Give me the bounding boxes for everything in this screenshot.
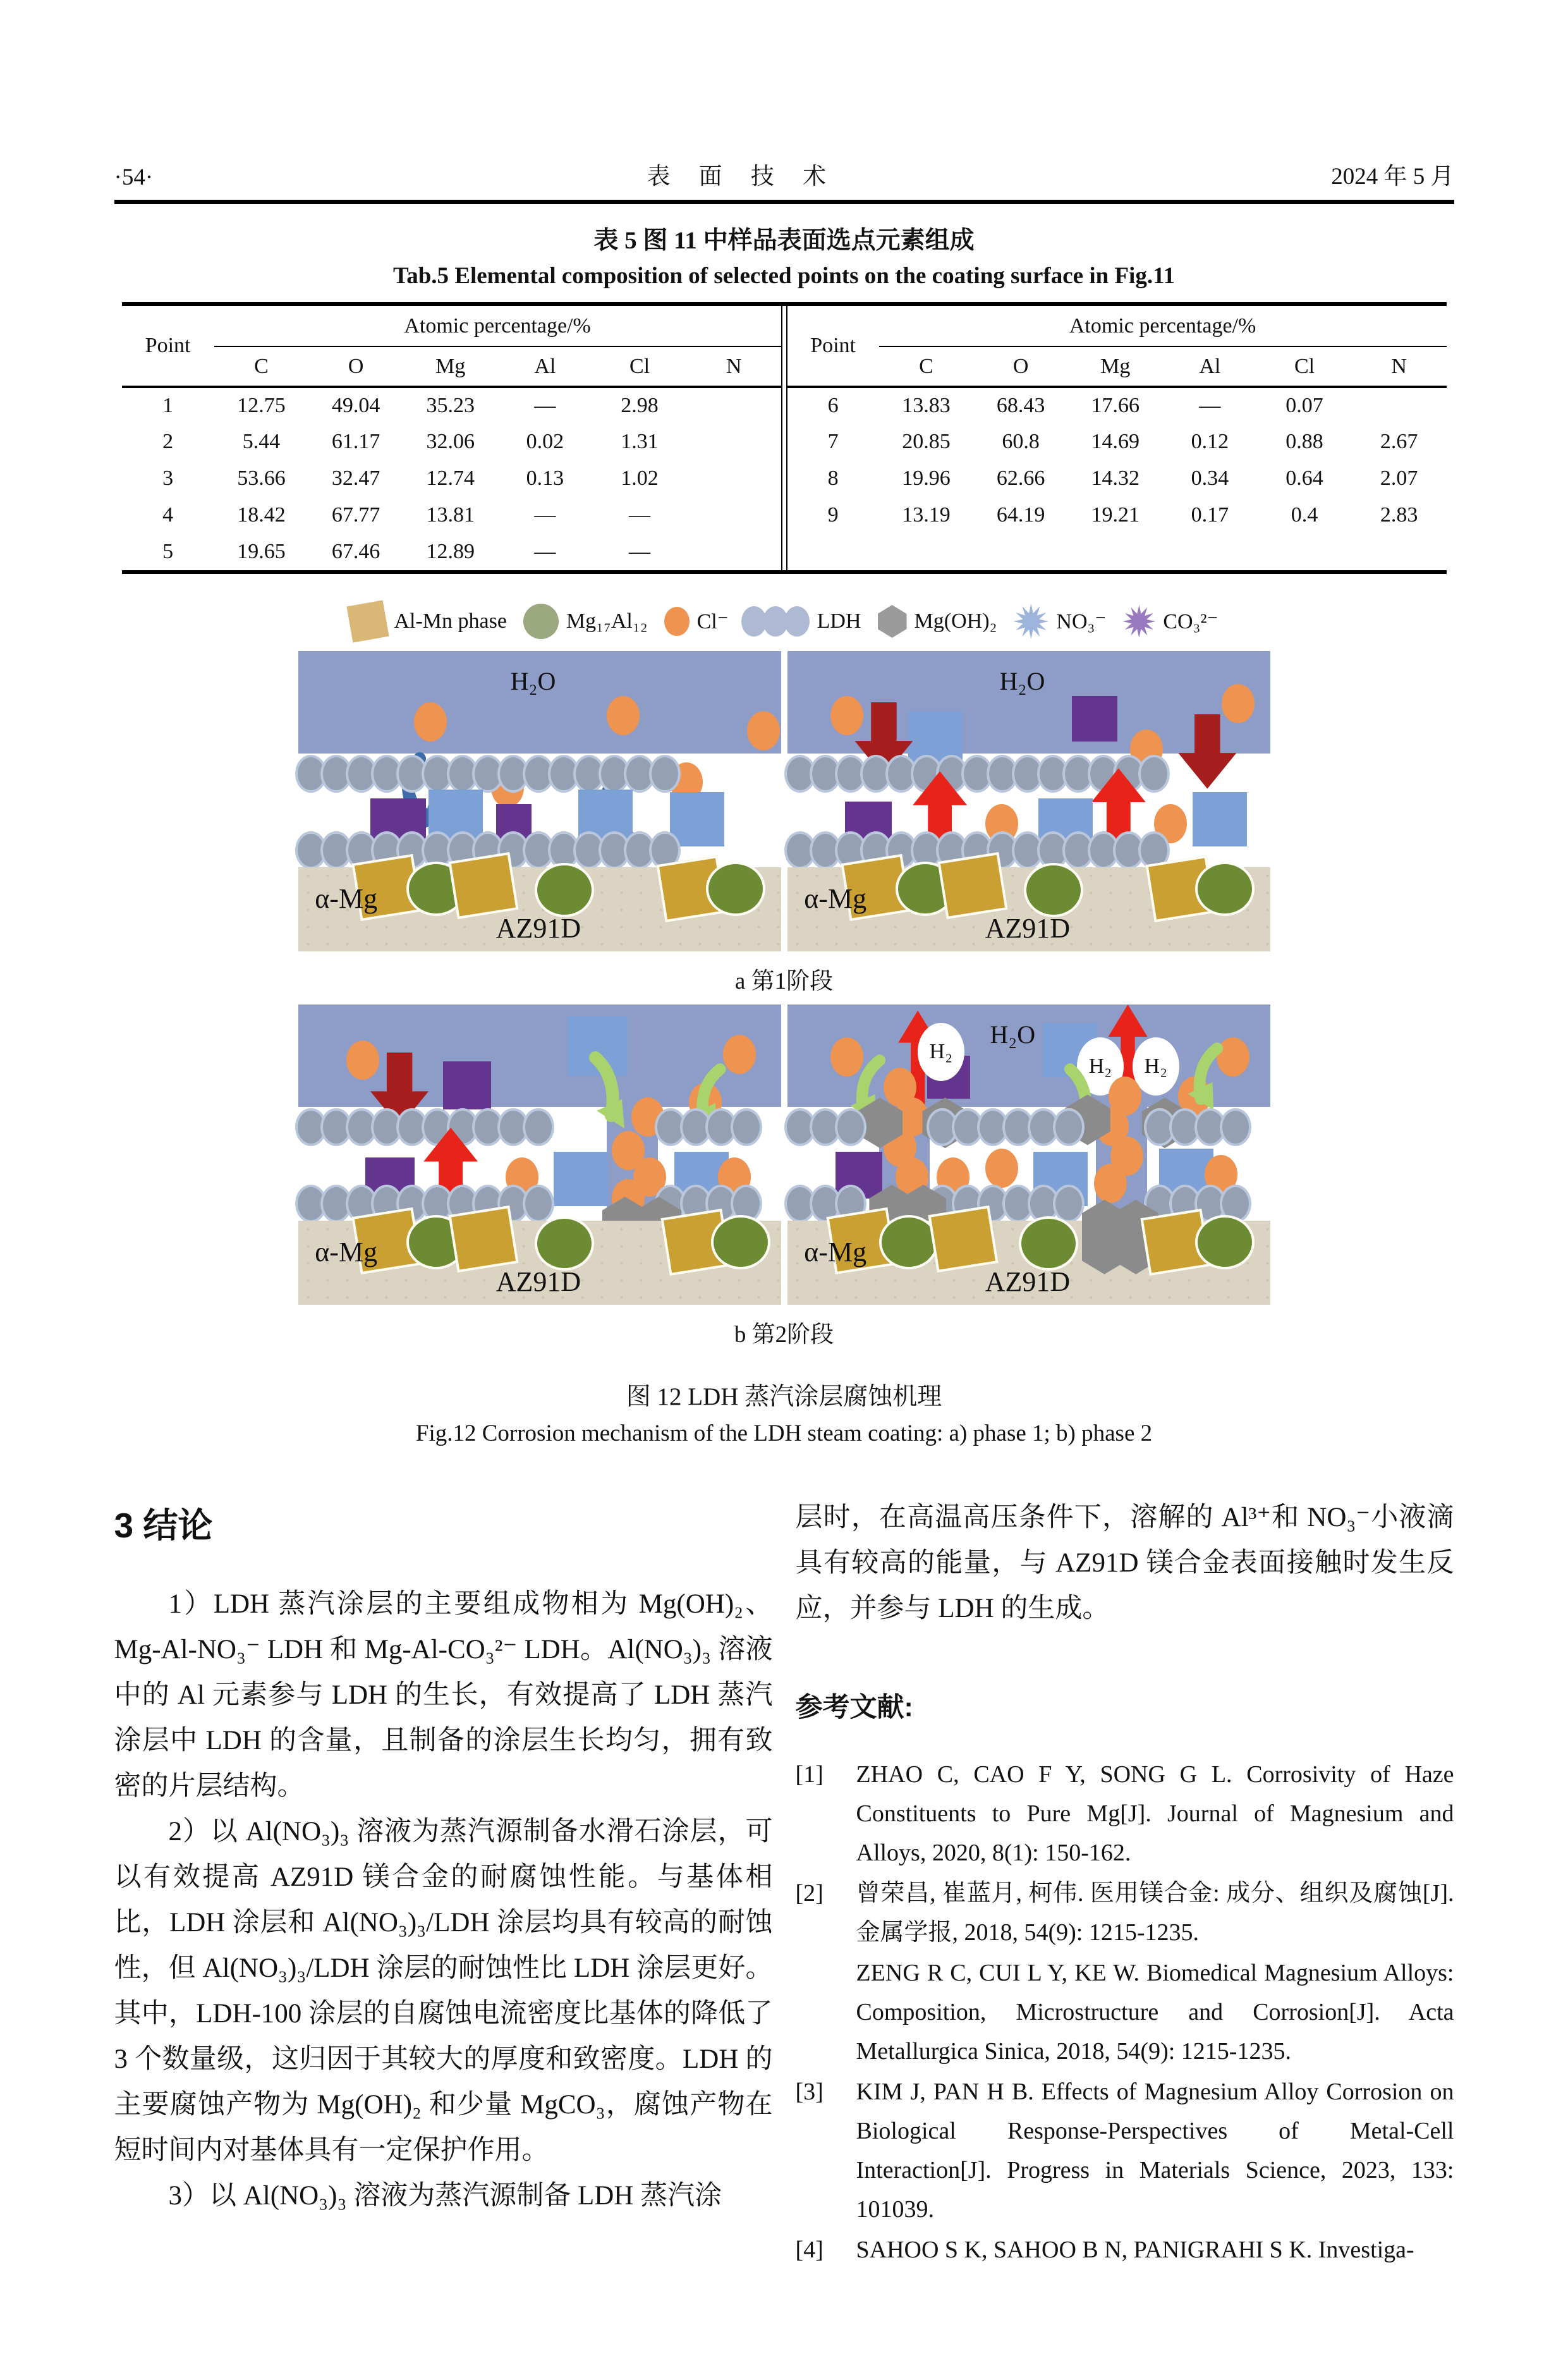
mg-hydroxide-icon — [878, 605, 907, 638]
alpha-mg-label: α-Mg — [315, 882, 378, 914]
col-header: C — [254, 354, 269, 378]
legend-label: Mg₁₇Al₁₂ — [566, 609, 648, 633]
reference-text: 曾荣昌, 崔蓝月, 柯伟. 医用镁合金: 成分、组织及腐蚀[J]. 金属学报, 2018, 54(9): 1215-1235. — [856, 1880, 1454, 1946]
table-row: 6 13.83 68.43 17.66 — 0.07 — [827, 394, 1323, 417]
reference-text: ZHAO C, CAO F Y, SONG G L. Corrosivity of Haze Constituents to Pure Mg[J]. Journal of Magnesium and Alloys, 2020, 8(1): 150-162. — [856, 1761, 1454, 1866]
col-header: Cl — [1294, 354, 1315, 378]
legend-item — [745, 606, 861, 637]
panel-phase1-right — [787, 651, 1270, 951]
chloride-ion-icon — [985, 1149, 1018, 1188]
mg17al12-icon — [1019, 1216, 1078, 1271]
page-number: ·54· — [114, 164, 154, 190]
ldh-layer-top — [1147, 1107, 1270, 1147]
chloride-ion-icon — [664, 607, 690, 636]
table-row: 2 5.44 61.17 32.06 0.02 1.31 — [162, 430, 659, 453]
figure-caption-zh: 图 12 LDH 蒸汽涂层腐蚀机理 — [626, 1383, 942, 1410]
ldh-circle — [649, 755, 681, 793]
chloride-ion-icon — [346, 1041, 379, 1080]
carbonate-ion-icon — [1072, 696, 1117, 742]
reference-text: KIM J, PAN H B. Effects of Magnesium Alloy Corrosion on Biological Response-Perspectives of Metal-Cell Interaction[J]. Progress in Materials Science, 2023, 133: 101039. — [856, 2079, 1454, 2223]
table-right-half — [786, 306, 1447, 570]
conclusion-continuation: 层时，在高温高压条件下，溶解的 Al³⁺和 NO₃⁻小液滴具有较高的能量，与 AZ91D 镁合金表面接触时发生反应，并参与 LDH 的生成。 — [795, 1503, 1454, 1623]
group-header: Atomic percentage/% — [879, 306, 1447, 346]
col-header: Mg — [435, 354, 466, 378]
conclusion-paragraph-1: 1）LDH 蒸汽涂层的主要组成物相为 Mg(OH)₂、Mg-Al-NO₃⁻ LDH 和 Mg-Al-CO₃²⁻ LDH。Al(NO₃)₃ 溶液中的 Al 元素参与 LDH 的生长，有效提高了 LDH 蒸汽涂层中 LDH 的含量，且制备的涂层生长均匀，拥有致密的片层结构。 — [114, 1589, 773, 1801]
h2-label: H₂ — [929, 1039, 952, 1063]
az91d-label: AZ91D — [495, 913, 581, 944]
issue-date: 2024 年 5 月 — [1331, 164, 1454, 190]
elemental-composition-table — [122, 302, 1447, 574]
carbonate-ion-icon — [443, 1061, 491, 1109]
reference-item — [796, 1953, 1454, 2071]
chloride-ion-icon — [1222, 684, 1255, 723]
ldh-circle — [523, 1108, 554, 1146]
legend-label: Cl⁻ — [696, 610, 729, 633]
mg17al12-icon — [535, 1216, 594, 1271]
col-header-point: Point — [145, 334, 191, 357]
legend-label: Mg(OH)₂ — [914, 609, 997, 633]
reference-item — [796, 2072, 1454, 2229]
al-mn-phase-icon — [937, 852, 1007, 919]
chloride-ion-icon — [747, 711, 780, 750]
table-left-half — [122, 306, 782, 570]
ldh-layer-top — [787, 1107, 879, 1147]
panel-phase2-left — [298, 1004, 781, 1305]
h2o-label: H₂O — [999, 666, 1045, 695]
table-row: 5 19.65 67.46 12.89 — — — [162, 540, 650, 563]
col-header: N — [1391, 354, 1407, 378]
figure-legend — [298, 595, 1270, 647]
alpha-mg-label: α-Mg — [804, 1236, 867, 1267]
h2o-label: H₂O — [510, 666, 556, 695]
reference-marker — [796, 1953, 856, 2071]
col-header: Mg — [1100, 354, 1131, 378]
alpha-mg-label: α-Mg — [315, 1236, 378, 1267]
carbonate-ion-icon — [1122, 605, 1155, 638]
journal-title: 表 面 技 术 — [647, 164, 838, 190]
reference-marker: [2] — [795, 1880, 824, 1907]
table-title-zh: 表 5 图 11 中样品表面选点元素组成 — [593, 227, 975, 254]
ldh-circle — [1220, 1108, 1251, 1146]
panel-phase2-right — [787, 1004, 1270, 1305]
nitrate-ion-icon — [1013, 604, 1048, 639]
ldh-circle — [1053, 1185, 1085, 1223]
legend-label: CO₃²⁻ — [1163, 610, 1219, 633]
figure-row-phase2 — [298, 1004, 1270, 1305]
reference-item — [796, 1755, 1454, 1872]
legend-item — [664, 607, 729, 636]
legend-label: LDH — [817, 609, 861, 633]
ldh-layer-top — [930, 1107, 1097, 1147]
h2o-label: H₂O — [990, 1020, 1036, 1049]
table-row: 3 53.66 32.47 12.74 0.13 1.02 — [162, 467, 659, 490]
hydrogen-bubble — [918, 1023, 964, 1081]
reference-item — [796, 2230, 1454, 2269]
reference-text: SAHOO S K, SAHOO B N, PANIGRAHI S K. Investiga- — [856, 2237, 1414, 2263]
table-title-en: Tab.5 Elemental composition of selected points on the coating surface in Fig.11 — [392, 263, 1176, 289]
chloride-ion-icon — [1094, 1164, 1127, 1203]
reference-marker: [3] — [795, 2079, 824, 2105]
caption-phase2: b 第2阶段 — [734, 1322, 834, 1348]
alpha-mg-label: α-Mg — [804, 882, 867, 914]
figure-row-phase1 — [298, 651, 1270, 951]
caption-phase1: a 第1阶段 — [734, 968, 834, 994]
col-header: O — [1012, 354, 1029, 378]
ldh-circle — [835, 1108, 866, 1146]
legend-item — [1122, 605, 1218, 638]
reference-marker: [4] — [795, 2237, 824, 2263]
conclusion-paragraph-3: 3）以 Al(NO₃)₃ 溶液为蒸汽源制备 LDH 蒸汽涂 — [168, 2181, 722, 2211]
table-row — [787, 534, 1447, 570]
journal-page — [0, 157, 1568, 2375]
az91d-label: AZ91D — [985, 913, 1071, 944]
legend-item — [349, 603, 506, 640]
al-mn-phase-icon — [448, 852, 518, 919]
legend-label: Al-Mn phase — [394, 609, 507, 633]
mg17al12-icon — [523, 604, 559, 639]
right-column — [796, 1486, 1454, 2271]
reference-marker: [1] — [795, 1761, 824, 1788]
al-mn-phase-icon — [448, 1206, 518, 1273]
col-header: Cl — [629, 354, 650, 378]
col-header: O — [348, 354, 364, 378]
col-header: N — [726, 354, 742, 378]
reference-item — [796, 1874, 1454, 1952]
ldh-icon — [745, 606, 810, 637]
legend-item — [878, 605, 997, 638]
left-column — [114, 1486, 773, 2271]
mg17al12-icon — [1195, 1215, 1255, 1269]
ldh-layer-top — [298, 754, 781, 794]
table-row: 9 13.19 64.19 19.21 0.17 0.4 2.83 — [827, 503, 1418, 527]
mg17al12-icon — [706, 862, 765, 916]
col-header: Al — [1199, 354, 1221, 378]
table-row: 7 20.85 60.8 14.69 0.12 0.88 2.67 — [827, 430, 1418, 453]
col-header: Al — [534, 354, 556, 378]
conclusion-heading: 3 结论 — [114, 1506, 213, 1545]
ldh-circle — [1053, 1108, 1085, 1146]
h2-label: H₂ — [1144, 1054, 1167, 1078]
legend-item — [1013, 604, 1106, 639]
running-head — [114, 157, 1454, 191]
panel-phase1-left — [298, 651, 781, 951]
ldh-circle — [523, 1185, 554, 1223]
al-mn-phase-icon — [347, 600, 389, 642]
legend-item — [523, 604, 648, 639]
col-header: C — [919, 354, 933, 378]
al-mn-phase-icon — [928, 1206, 998, 1273]
mg17al12-icon — [711, 1215, 770, 1269]
ldh-circle — [731, 1108, 762, 1146]
mg17al12-icon — [535, 863, 594, 917]
ldh-layer-top — [658, 1107, 781, 1147]
reference-text: ZENG R C, CUI L Y, KE W. Biomedical Magnesium Alloys: Composition, Microstructure and Corrosion[J]. Acta Metallurgica Sinica, 2018, 54(9): 1215-1235. — [856, 1960, 1454, 2065]
table-row: 4 18.42 67.77 13.81 — — — [162, 503, 650, 527]
conclusion-paragraph-2: 2）以 Al(NO₃)₃ 溶液为蒸汽源制备水滑石涂层，可以有效提高 AZ91D 镁合金的耐腐蚀性能。与基体相比，LDH 涂层和 Al(NO₃)₃/LDH 涂层均具有较高的耐蚀性，但 Al(NO₃)₃/LDH 涂层的耐蚀性比 LDH 涂层更好。其中，LDH-100 涂层的自腐蚀电流密度比基体的降低了 3 个数量级，这归因于其较大的厚度和致密度。LDH 的主要腐蚀产物为 Mg(OH)₂ 和少量 MgCO₃，腐蚀产物在短时间内对基体具有一定保护作用。 — [114, 1817, 773, 2165]
table-row: 1 12.75 49.04 35.23 — 2.98 — [162, 394, 659, 417]
group-header: Atomic percentage/% — [214, 306, 782, 346]
col-header-point: Point — [810, 334, 856, 357]
ldh-layer-top — [787, 754, 1270, 794]
chloride-ion-icon — [414, 702, 447, 742]
az91d-label: AZ91D — [495, 1266, 581, 1298]
references-heading: 参考文献: — [795, 1692, 913, 1723]
table-row: 8 19.96 62.66 14.32 0.34 0.64 2.07 — [827, 467, 1418, 490]
body-columns — [114, 1486, 1454, 2271]
head-rule — [114, 200, 1454, 204]
ldh-circle — [1138, 755, 1170, 793]
az91d-label: AZ91D — [985, 1266, 1071, 1298]
h2-label: H₂ — [1088, 1054, 1112, 1078]
mg17al12-icon — [1195, 862, 1255, 916]
figure-caption-en: Fig.12 Corrosion mechanism of the LDH steam coating: a) phase 1; b) phase 2 — [415, 1420, 1153, 1446]
legend-label: NO₃⁻ — [1056, 610, 1107, 633]
mg17al12-icon — [1024, 863, 1083, 917]
